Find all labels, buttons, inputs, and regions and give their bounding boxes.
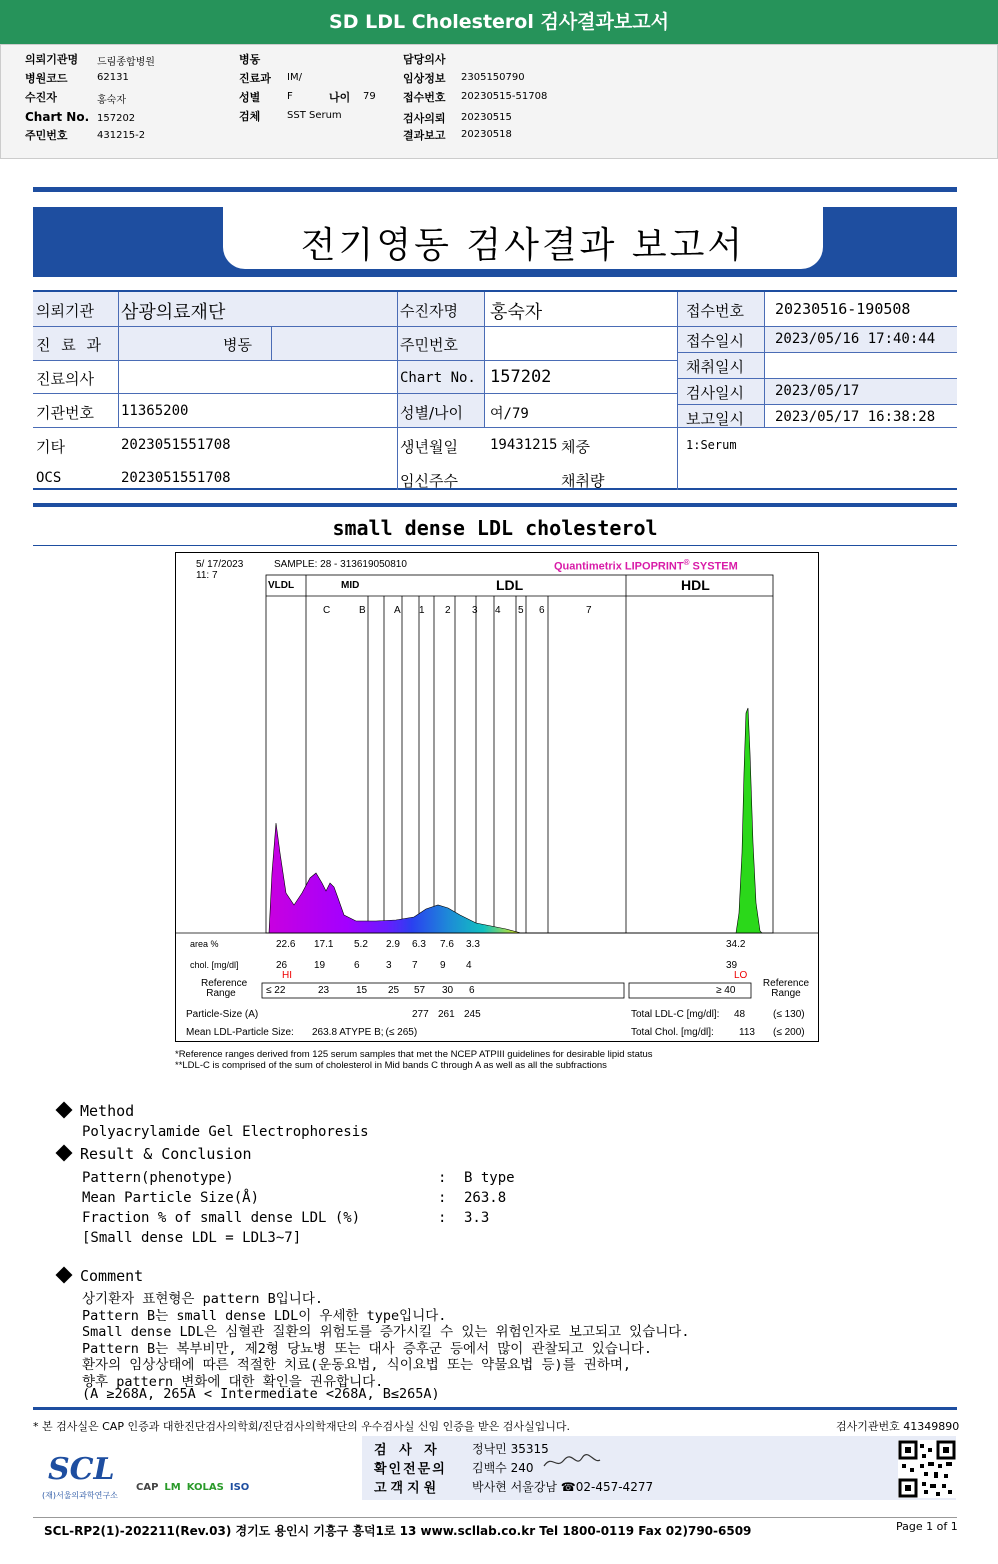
sex-label: 성별 <box>239 91 261 104</box>
header-info-panel <box>0 44 998 159</box>
request-label: 검사의뢰 <box>403 112 446 125</box>
ref-range-value: ≤ 22 <box>266 985 286 996</box>
cholesterol-value: 19 <box>314 960 326 971</box>
id-no-value: 431215-2 <box>97 130 146 141</box>
signature-box <box>362 1436 956 1500</box>
comment-line: 향후 pattern 변화에 대한 확인을 권유합니다. <box>82 1373 384 1390</box>
cholesterol-value: 6 <box>354 960 360 971</box>
cholesterol-value: 26 <box>276 960 288 971</box>
grid-line <box>677 352 957 353</box>
band-label-a: A <box>394 605 401 616</box>
ref-range-value: 30 <box>442 985 454 996</box>
chart-brand-mark: ® <box>683 558 690 567</box>
total-ldl-ref: (≤ 130) <box>773 1009 805 1020</box>
mean-size-limit: (≤ 265) <box>385 1027 418 1038</box>
area-percent-value: 22.6 <box>276 939 296 950</box>
sex-value: F <box>287 91 293 102</box>
diamond-bullet-icon <box>56 1145 73 1162</box>
diamond-bullet-icon <box>56 1102 73 1119</box>
top-rule <box>33 187 957 192</box>
preg-label: 임신주수 <box>400 472 458 490</box>
support-label: 고객지원 <box>374 1481 441 1496</box>
sample-type: 1:Serum <box>686 438 737 452</box>
receipt-no-value: 20230516-190508 <box>775 300 911 318</box>
lipoprotein-curve-hdl <box>736 708 762 933</box>
band-label-4: 4 <box>495 605 501 616</box>
comment-line: Pattern B는 복부비만, 제2형 당뇨병 또는 대사 증후군 등에서 많이 관찰되고 있습니다. <box>82 1340 653 1357</box>
comment-heading <box>58 1267 143 1285</box>
qr-code-icon <box>898 1440 956 1498</box>
etc-label: 기타 <box>36 438 65 456</box>
band-group-vldl: VLDL <box>268 580 295 591</box>
weight-label: 체중 <box>561 438 590 456</box>
result-heading <box>58 1145 252 1163</box>
specimen-value: SST Serum <box>287 110 342 121</box>
chart-label: Chart No. <box>400 370 476 386</box>
doctor-label: 진료의사 <box>36 370 94 388</box>
grid-line <box>764 292 765 427</box>
cholesterol-label: chol. [mg/dl] <box>190 960 239 970</box>
total-chol-label: Total Chol. [mg/dl]: <box>631 1027 714 1038</box>
grid-line <box>33 393 677 394</box>
support-value: 박사현 서울강남 ☎02-457-4277 <box>472 1480 654 1494</box>
ref-range-value: 57 <box>414 985 426 996</box>
comment-line: Pattern B는 small dense LDL이 우세한 type입니다. <box>82 1307 447 1324</box>
result-value: B type <box>464 1170 515 1186</box>
chart-time: 11: 7 <box>196 570 218 581</box>
dept-value: 병동 <box>223 336 252 354</box>
result-title: Result & Conclusion <box>80 1145 252 1163</box>
hospital-code-value: 62131 <box>97 72 129 83</box>
comment-line: 상기환자 표현형은 pattern B입니다. <box>82 1291 323 1307</box>
inst-label: 의뢰기관 <box>36 302 94 320</box>
cap-logo: CAP <box>136 1482 159 1493</box>
lm-logo: LM <box>164 1482 181 1493</box>
ref-range-value: 6 <box>469 985 475 996</box>
area-percent-value: 5.2 <box>354 939 368 950</box>
specialist-value: 김백수 240 <box>472 1461 534 1475</box>
grid-line <box>33 326 957 327</box>
area-percent-value: 7.6 <box>440 939 454 950</box>
chart-no-label: Chart No. <box>25 110 90 124</box>
id-no-label: 주민번호 <box>25 129 68 142</box>
patient-name-label: 수진자명 <box>400 302 458 320</box>
band-frame <box>266 575 773 933</box>
patient-info-table <box>33 290 957 490</box>
area-percent-value: 3.3 <box>466 939 480 950</box>
band-label-6: 6 <box>539 605 545 616</box>
total-ldl-label: Total LDL-C [mg/dl]: <box>631 1009 720 1020</box>
band-group-mid: MID <box>341 580 360 591</box>
clinical-label: 임상정보 <box>403 72 446 85</box>
subtitle-rule <box>33 545 957 546</box>
report-date-value: 20230518 <box>461 129 512 140</box>
kolas-logo: KOLAS <box>186 1482 224 1493</box>
ref-range-hdl: ≥ 40 <box>716 985 736 996</box>
chart-brand-text: Quantimetrix LIPOPRINT <box>554 560 684 573</box>
chart-brand <box>554 558 738 573</box>
cholesterol-value: 39 <box>726 960 738 971</box>
test-value: 2023/05/17 <box>775 383 860 399</box>
chart-subtitle: small dense LDL cholesterol <box>332 516 658 540</box>
report-title: 전기영동 검사결과 보고서 <box>300 225 746 266</box>
area-percent-value: 6.3 <box>412 939 426 950</box>
total-ldl-value: 48 <box>734 1009 746 1020</box>
mean-size-number: 263.8 ATYPE B; <box>312 1027 384 1038</box>
area-percent-value: 17.1 <box>314 939 334 950</box>
mean-size-value <box>312 1027 417 1038</box>
page-number: Page 1 of 1 <box>896 1520 958 1533</box>
examiner-label: 검 사 자 <box>374 1443 441 1458</box>
report-header-title: SD LDL Cholesterol 검사결과보고서 <box>0 0 998 44</box>
inst-value: 삼광의료재단 <box>121 302 226 323</box>
result-label: Mean Particle Size(Å) <box>82 1190 260 1206</box>
receipt-dt-value: 2023/05/16 17:40:44 <box>775 331 936 347</box>
chart-date: 5/ 17/2023 <box>196 559 244 570</box>
method-text: Polyacrylamide Gel Electrophoresis <box>82 1124 369 1140</box>
cert-text: * 본 검사실은 CAP 인증과 대한진단검사의학회/진단검사의학재단의 우수검사실 신임 인증을 받은 검사실입니다. <box>33 1420 571 1433</box>
etc-value: 2023051551708 <box>121 437 231 453</box>
comment-title: Comment <box>80 1267 144 1285</box>
lipoprint-chart <box>175 552 819 1042</box>
mid-rule <box>33 503 957 507</box>
scl-logo: SCL <box>48 1452 115 1487</box>
total-chol-ref: (≤ 200) <box>773 1027 805 1038</box>
total-chol-value: 113 <box>739 1027 755 1038</box>
iso-logo: ISO <box>229 1482 250 1493</box>
receipt-dt-label: 접수일시 <box>686 332 744 350</box>
method-title: Method <box>80 1102 135 1120</box>
ocs-value: 2023051551708 <box>121 470 231 486</box>
collect-label: 채취일시 <box>686 358 744 376</box>
org-no-label: 기관번호 <box>36 404 94 422</box>
patient-name-value: 홍숙자 <box>490 302 543 323</box>
particle-size-value: 261 <box>438 1009 455 1020</box>
result-value: 263.8 <box>464 1190 507 1206</box>
ref-range-label: Reference Range <box>201 978 248 999</box>
result-label: Pattern(phenotype) <box>82 1170 234 1186</box>
method-heading <box>58 1102 134 1120</box>
band-label-3: 3 <box>472 605 478 616</box>
grid-line <box>33 360 677 361</box>
report-dt-value: 2023/05/17 16:38:28 <box>775 409 936 425</box>
address-rule <box>33 1517 957 1518</box>
dept-label: 진 료 과 <box>36 336 105 354</box>
grid-line <box>677 404 957 405</box>
grid-line <box>484 292 485 427</box>
grid-line <box>271 326 272 360</box>
sexage-value: 여/79 <box>490 406 529 422</box>
ref-range-value: 23 <box>318 985 330 996</box>
cholesterol-value: 9 <box>440 960 446 971</box>
request-value: 20230515 <box>461 112 512 123</box>
signature-mark <box>542 1452 602 1472</box>
chart-value: 157202 <box>490 367 552 387</box>
band-label-5: 5 <box>518 605 524 616</box>
age-value: 79 <box>363 91 376 102</box>
mean-size-label: Mean LDL-Particle Size: <box>186 1027 294 1038</box>
doctor-label: 담당의사 <box>403 53 446 66</box>
footnote-2: **LDL-C is comprised of the sum of cholesterol in Mid bands C through A as well as all the subfractions <box>175 1060 607 1071</box>
scl-logo-sub: (재)서울의과학연구소 <box>42 1491 118 1500</box>
cholesterol-value: 3 <box>386 960 392 971</box>
specimen-label: 검체 <box>239 110 261 123</box>
ocs-label: OCS <box>36 470 62 486</box>
particle-size-label: Particle-Size (A) <box>186 1009 259 1020</box>
band-label-b: B <box>359 605 366 616</box>
lipoprotein-curve-ldl <box>269 823 626 933</box>
age-label: 나이 <box>329 91 351 104</box>
result-note: [Small dense LDL = LDL3~7] <box>82 1230 302 1246</box>
dept-label: 진료과 <box>239 72 271 85</box>
birth-label: 생년월일 <box>400 438 458 456</box>
cert-logos <box>136 1482 249 1493</box>
id-label: 주민번호 <box>400 336 458 354</box>
result-value: 3.3 <box>464 1210 490 1226</box>
ref-range-right-label: Reference Range <box>762 978 810 999</box>
band-label-c: C <box>323 605 331 616</box>
area-percent-value: 2.9 <box>386 939 400 950</box>
grid-line <box>677 378 957 379</box>
report-date-label: 결과보고 <box>403 129 446 142</box>
particle-size-value: 277 <box>412 1009 429 1020</box>
comment-line: Small dense LDL은 심혈관 질환의 위험도를 증가시킬 수 있는 위험인자로 보고되고 있습니다. <box>82 1324 690 1340</box>
band-lines <box>306 575 626 933</box>
band-group-hdl: HDL <box>681 577 710 593</box>
grid-line <box>397 292 398 490</box>
footer-address: SCL-RP2(1)-202211(Rev.03) 경기도 용인시 기흥구 흥덕1로 13 www.scllab.co.kr Tel 1800-0119 Fax 02)790-6509 <box>44 1524 752 1538</box>
ref-range-value: 15 <box>356 985 368 996</box>
cholesterol-value: 4 <box>466 960 472 971</box>
comment-line: (A ≥268A, 265A < Intermediate <268A, B≤265A) <box>82 1386 440 1402</box>
area-percent-value: 34.2 <box>726 939 746 950</box>
report-dt-label: 보고일시 <box>686 410 744 428</box>
cholesterol-value: 7 <box>412 960 418 971</box>
result-colon: : <box>438 1170 447 1186</box>
receipt-label: 접수번호 <box>403 91 446 104</box>
examiner-value: 정낙민 35315 <box>472 1442 549 1456</box>
result-colon: : <box>438 1210 447 1226</box>
flag-low: LO <box>734 970 748 981</box>
band-label-7: 7 <box>586 605 592 616</box>
birth-value: 19431215 <box>490 437 558 453</box>
lab-number: 검사기관번호 41349890 <box>836 1420 960 1433</box>
hospital-code-label: 병원코드 <box>25 72 68 85</box>
area-percent-label: area % <box>190 939 219 949</box>
patient-label: 수진자 <box>25 91 57 104</box>
footnote-1: *Reference ranges derived from 125 serum samples that met the NCEP ATPIII guidelines for desirable lipid status <box>175 1049 653 1060</box>
result-colon: : <box>438 1190 447 1206</box>
ref-range-value: 25 <box>388 985 400 996</box>
ward-label: 병동 <box>239 53 261 66</box>
grid-line <box>677 292 678 490</box>
band-label-1: 1 <box>419 605 425 616</box>
test-label: 검사일시 <box>686 384 744 402</box>
org-no-value: 11365200 <box>121 403 189 419</box>
sexage-label: 성별/나이 <box>400 404 464 422</box>
footer-rule <box>33 1407 957 1410</box>
chart-svg <box>176 553 818 1041</box>
institution-label: 의뢰기관명 <box>25 53 79 66</box>
clinical-value: 2305150790 <box>461 72 525 83</box>
band-label-2: 2 <box>445 605 451 616</box>
institution-value: 드림종합병원 <box>97 57 155 68</box>
band-group-ldl: LDL <box>496 577 524 593</box>
receipt-value: 20230515-51708 <box>461 91 548 102</box>
chart-sample: SAMPLE: 28 - 313619050810 <box>274 559 407 570</box>
diamond-bullet-icon <box>56 1267 73 1284</box>
comment-line: 환자의 임상상태에 따른 적절한 치료(운동요법, 식이요법 또는 약물요법 등)를 권하며, <box>82 1357 632 1373</box>
receipt-no-label: 접수번호 <box>686 302 744 320</box>
patient-value: 홍숙자 <box>97 95 126 106</box>
result-label: Fraction % of small dense LDL (%) <box>82 1210 361 1226</box>
particle-size-value: 245 <box>464 1009 481 1020</box>
grid-line <box>33 427 957 428</box>
chart-no-value: 157202 <box>97 113 136 124</box>
flag-high: HI <box>282 970 292 981</box>
chart-brand-suffix: SYSTEM <box>689 560 738 573</box>
vol-label: 채취량 <box>561 472 605 490</box>
dept-value: IM/ <box>287 72 302 83</box>
grid-line <box>118 292 119 427</box>
specialist-label: 확인전문의 <box>374 1462 447 1477</box>
